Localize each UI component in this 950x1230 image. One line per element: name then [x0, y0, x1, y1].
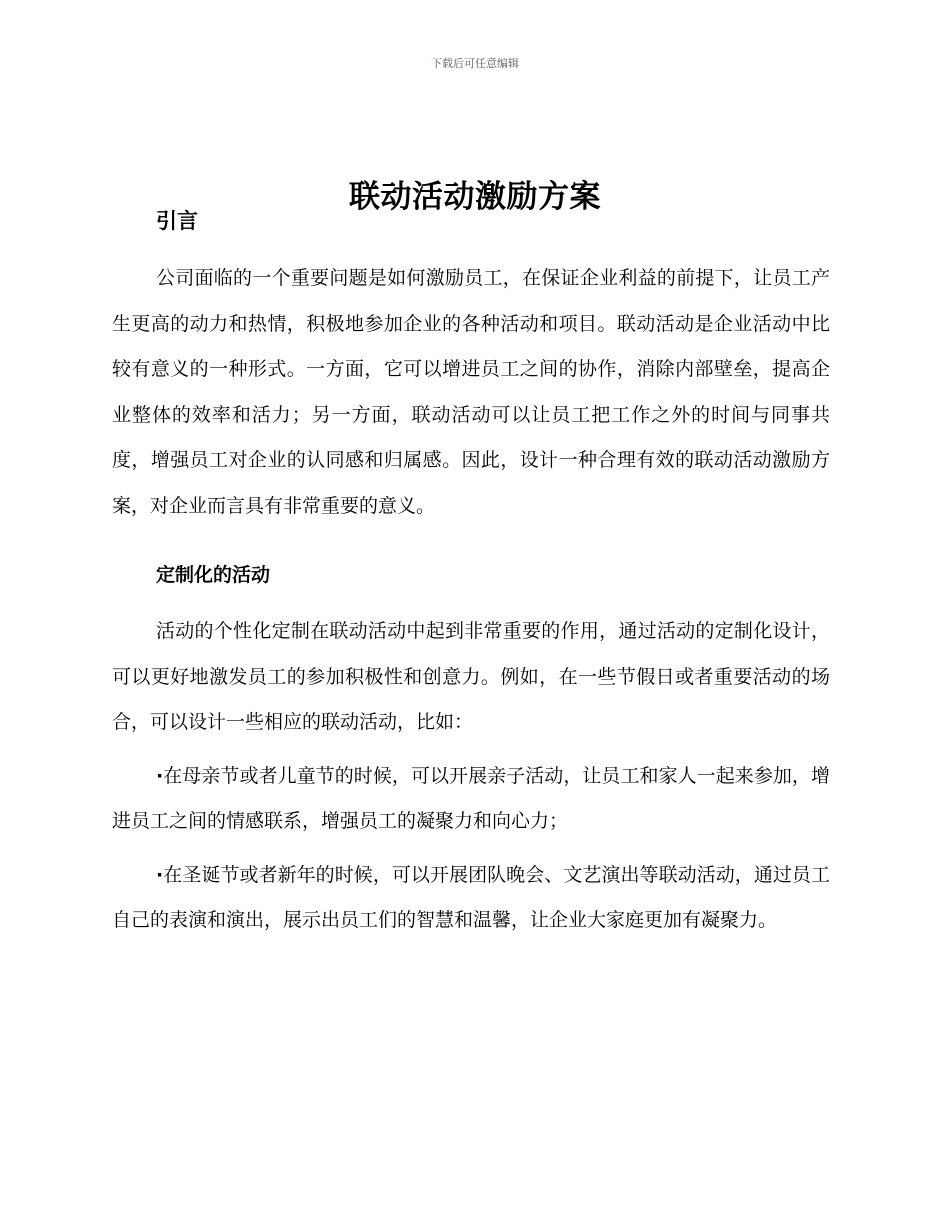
bullet-symbol: ·	[156, 764, 164, 787]
section-heading-custom-activities: 定制化的活动	[156, 564, 271, 586]
paragraph-intro: 公司面临的一个重要问题是如何激励员工，在保证企业利益的前提下，让员工产生更高的动力和热情，积极地参加企业的各种活动和项目。联动活动是企业活动中比较有意义的一种形式。一方面，它可以增进员工之间的协作，消除内部壁垒，提高企业整体的效率和活力；另一方面，联动活动可以让员工把工作之外的时间与同事共度，增强员工对企业的认同感和归属感。因此，设计一种合理有效的联动活动激励方案，对企业而言具有非常重要的意义。	[112, 267, 830, 517]
bullet-text: 在圣诞节或者新年的时候，可以开展团队晚会、文艺演出等联动活动，通过员工自己的表演和演出，展示出员工们的智慧和温馨，让企业大家庭更加有凝聚力。	[112, 863, 830, 931]
bullet-text: 在母亲节或者儿童节的时候，可以开展亲子活动，让员工和家人一起来参加，增进员工之间的情感联系，增强员工的凝聚力和向心力；	[112, 764, 830, 832]
document-body	[112, 205, 830, 944]
header-note: 下载后可任意编辑	[431, 57, 519, 70]
bullet-symbol: ·	[156, 863, 164, 886]
bullet-item-mothers-day	[112, 754, 830, 845]
section-heading-intro: 引言	[156, 209, 198, 233]
bullet-item-christmas	[112, 853, 830, 944]
paragraph-custom-activities: 活动的个性化定制在联动活动中起到非常重要的作用，通过活动的定制化设计，可以更好地激发员工的参加积极性和创意力。例如，在一些节假日或者重要活动的场合，可以设计一些相应的联动活动，比如：	[112, 620, 830, 733]
document-title: 联动活动激励方案	[349, 178, 601, 215]
